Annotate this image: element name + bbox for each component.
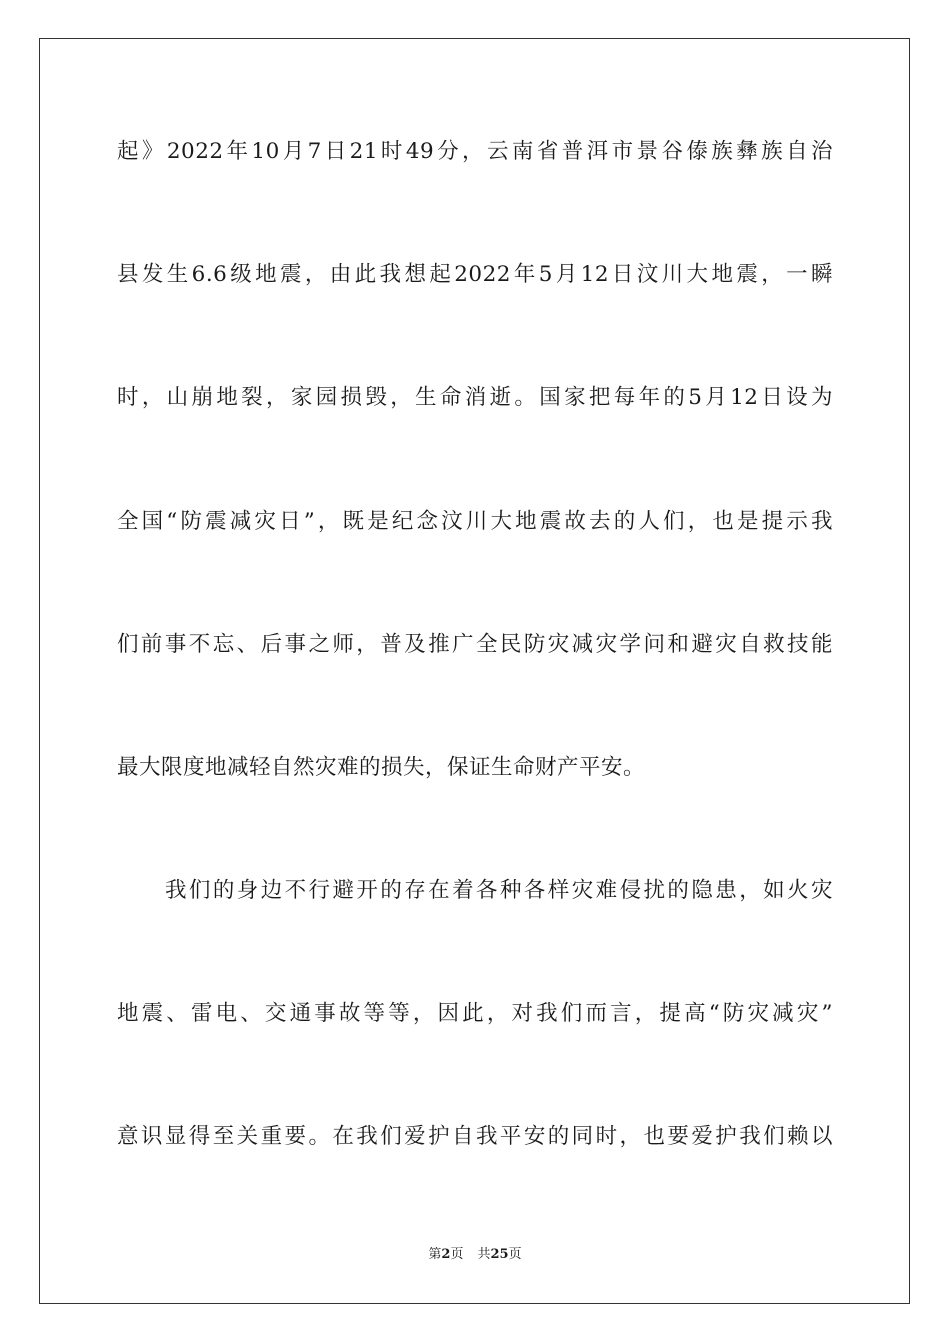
page-border xyxy=(39,38,910,1304)
paragraph-line-2: 县发生6.6级地震，由此我想起2022年5月12日汶川大地震，一瞬 xyxy=(117,262,833,287)
paragraph-line-3: 时，山崩地裂，家园损毁，生命消逝。国家把每年的5月12日设为 xyxy=(117,385,833,410)
footer-total-pages: 25 xyxy=(490,1247,509,1262)
footer-total-suffix: 页 xyxy=(508,1247,522,1262)
paragraph-line-8: 地震、雷电、交通事故等等，因此，对我们而言，提高“防灾减灾” xyxy=(117,1001,833,1026)
footer-page-prefix: 第 xyxy=(428,1247,442,1262)
paragraph-line-5: 们前事不忘、后事之师，普及推广全民防灾减灾学问和避灾自救技能 xyxy=(117,632,833,657)
page-footer xyxy=(0,1246,950,1264)
paragraph-line-6: 最大限度地减轻自然灾难的损失，保证生命财产平安。 xyxy=(117,755,646,780)
paragraph-line-9: 意识显得至关重要。在我们爱护自我平安的同时，也要爱护我们赖以 xyxy=(117,1124,833,1149)
paragraph-line-7: 我们的身边不行避开的存在着各种各样灾难侵扰的隐患，如火灾 xyxy=(165,878,833,903)
paragraph-line-1: 起》2022年10月7日21时49分，云南省普洱市景谷傣族彝族自治 xyxy=(117,139,833,164)
footer-total-prefix: 共 xyxy=(477,1247,491,1262)
footer-page-number: 2 xyxy=(441,1247,451,1262)
footer-page-suffix: 页 xyxy=(450,1247,464,1262)
paragraph-line-4: 全国“防震减灾日”，既是纪念汶川大地震故去的人们，也是提示我 xyxy=(117,509,833,534)
